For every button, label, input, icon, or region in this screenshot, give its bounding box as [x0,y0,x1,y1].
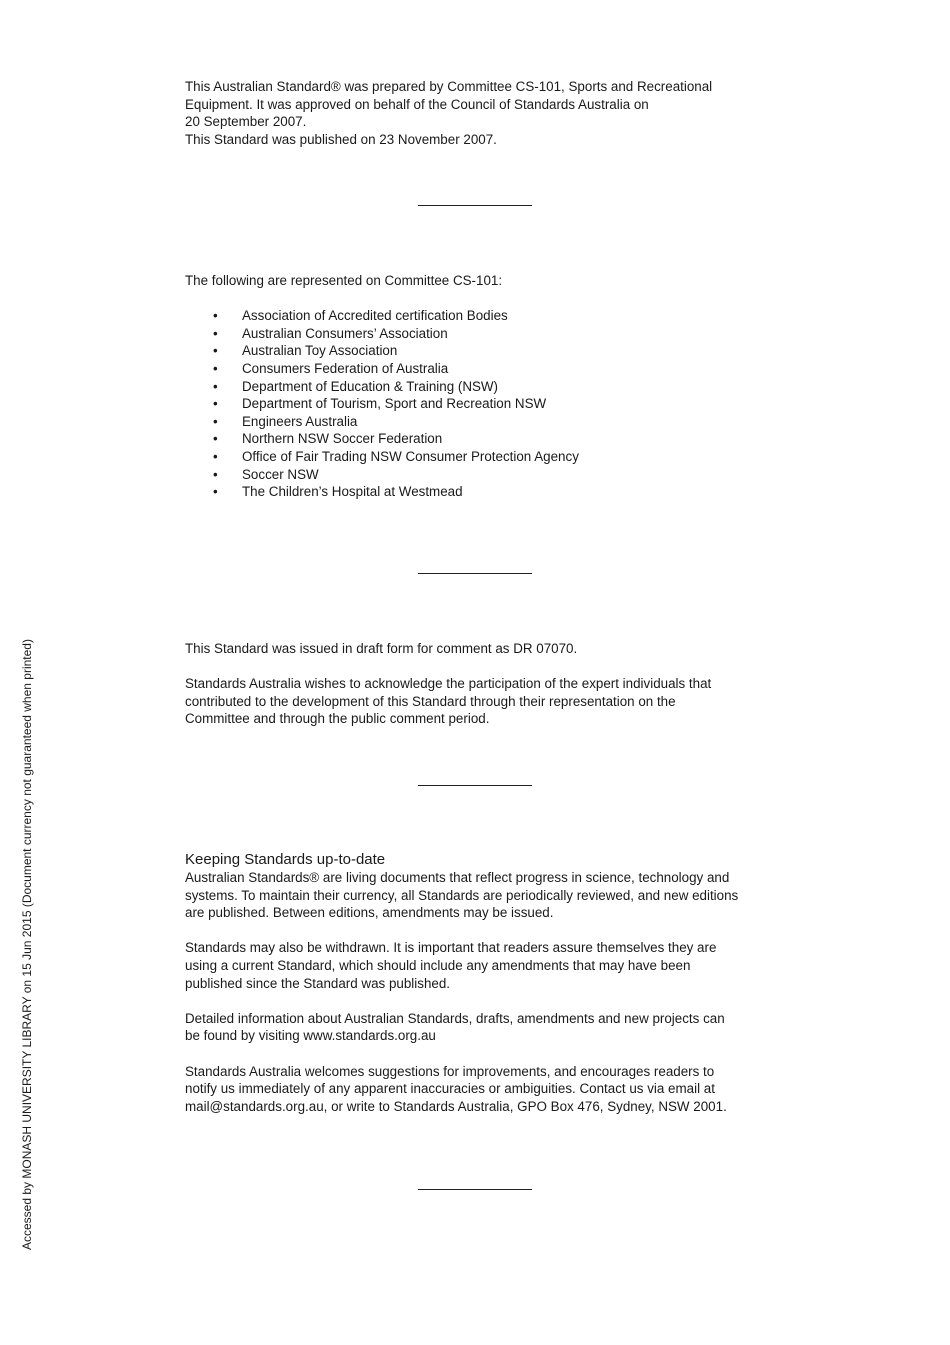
draft-issued-text: This Standard was issued in draft form for comment as DR 07070. [185,641,578,656]
keeping-line: systems. To maintain their currency, all Standards are periodically reviewed, and new editions [185,887,739,903]
acknowledgement-line: contributed to the development of this Standard through their representation on the [185,693,676,709]
committee-member: • Consumers Federation of Australia [185,360,785,378]
keeping-line: notify us immediately of any apparent inaccuracies or ambiguities. Contact us via email at [185,1081,715,1097]
committee-member: • Northern NSW Soccer Federation [185,430,785,448]
publication-line: This Standard was published on 23 November 2007. [185,131,497,147]
keeping-line: using a current Standard, which should include any amendments that may have been [185,957,691,973]
keeping-line: published since the Standard was published. [185,975,451,991]
preparation-line: 20 September 2007. [185,114,307,130]
draft-section [185,640,785,728]
committee-member: • Association of Accredited certification Bodies [185,307,785,325]
committee-member: • Australian Toy Association [185,342,785,360]
committee-section [185,272,785,501]
committee-member: • Department of Tourism, Sport and Recreation NSW [185,395,785,413]
access-watermark: Accessed by MONASH UNIVERSITY LIBRARY on 15 Jun 2015 (Document currency not guaranteed when printed) [20,639,34,1250]
keeping-heading: Keeping Standards up-to-date [185,851,386,868]
preparation-statement [185,78,785,148]
committee-member: • Department of Education & Training (NSW) [185,378,785,396]
keeping-line: Detailed information about Australian Standards, drafts, amendments and new projects can [185,1010,725,1026]
preparation-line: Equipment. It was approved on behalf of the Council of Standards Australia on [185,96,649,112]
keeping-line: are published. Between editions, amendments may be issued. [185,905,554,921]
section-divider [418,205,532,206]
committee-intro: The following are represented on Committee CS-101: [185,273,503,288]
section-divider [418,1189,532,1190]
committee-member: • Office of Fair Trading NSW Consumer Protection Agency [185,448,785,466]
keeping-line: mail@standards.org.au, or write to Standards Australia, GPO Box 476, Sydney, NSW 2001. [185,1098,727,1114]
keeping-line: Standards Australia welcomes suggestions for improvements, and encourages readers to [185,1063,715,1079]
keeping-line: Australian Standards® are living documents that reflect progress in science, technology and [185,870,730,885]
committee-member-list [185,307,785,501]
keeping-section [185,851,785,1115]
committee-member: • Australian Consumers’ Association [185,325,785,343]
keeping-line: Standards may also be withdrawn. It is important that readers assure themselves they are [185,940,717,956]
acknowledgement-line: Standards Australia wishes to acknowledge the participation of the expert individuals that [185,676,712,692]
keeping-line: be found by visiting www.standards.org.au [185,1028,436,1044]
section-divider [418,785,532,786]
committee-member: • Engineers Australia [185,413,785,431]
acknowledgement-line: Committee and through the public comment period. [185,711,490,727]
section-divider [418,573,532,574]
preparation-line: This Australian Standard® was prepared by Committee CS-101, Sports and Recreational [185,79,713,94]
committee-member: • Soccer NSW [185,466,785,484]
committee-member: • The Children’s Hospital at Westmead [185,483,785,501]
